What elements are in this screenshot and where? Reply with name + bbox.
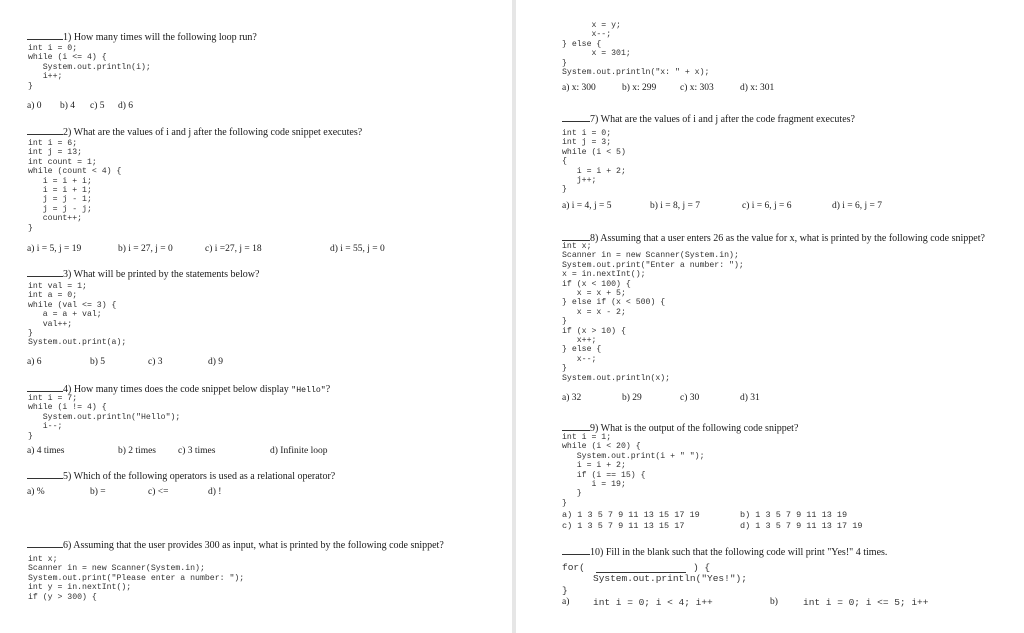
- q5-option-b[interactable]: b) =: [90, 487, 106, 497]
- q1-option-b[interactable]: b) 4: [60, 101, 76, 111]
- q10-code-body: System.out.println("Yes!");: [593, 573, 747, 584]
- answer-blank-4[interactable]: [27, 382, 63, 392]
- q2-option-c[interactable]: c) i =27, j = 18: [205, 244, 262, 254]
- q9-option-a[interactable]: a) 1 3 5 7 9 11 13 15 17 19: [562, 510, 700, 520]
- q6-option-a[interactable]: a) x: 300: [562, 83, 596, 93]
- question-10-text: 10) Fill in the blank such that the following code will print "Yes!" 4 times.: [590, 547, 888, 558]
- question-3-text: 3) What will be printed by the statements below?: [63, 269, 260, 280]
- question-6-text: 6) Assuming that the user provides 300 as input, what is printed by the following code snippet?: [63, 540, 444, 551]
- answer-blank-8[interactable]: [562, 231, 590, 241]
- q9-option-c[interactable]: c) 1 3 5 7 9 11 13 15 17: [562, 521, 685, 531]
- question-2-code: int i = 6; int j = 13; int count = 1; while (count < 4) { i = i + i; i = i + 1; j = j - 1; j = j - j; count++; }: [28, 139, 122, 233]
- q3-option-d[interactable]: d) 9: [208, 357, 224, 367]
- q8-option-d[interactable]: d) 31: [740, 393, 760, 403]
- question-7-text: 7) What are the values of i and j after the code fragment executes?: [590, 114, 855, 125]
- question-9-text: 9) What is the output of the following code snippet?: [590, 423, 799, 434]
- q3-option-b[interactable]: b) 5: [90, 357, 106, 367]
- question-1-text: 1) How many times will the following loop run?: [63, 32, 257, 43]
- page-divider: [512, 0, 516, 633]
- answer-blank-7[interactable]: [562, 112, 590, 122]
- question-1-code: int i = 0; while (i <= 4) { System.out.println(i); i++; }: [28, 44, 151, 91]
- q9-option-d[interactable]: d) 1 3 5 7 9 11 13 17 19: [740, 521, 863, 531]
- q5-option-a[interactable]: a) %: [27, 487, 45, 497]
- answer-blank-5[interactable]: [27, 469, 63, 479]
- question-4-hello-code: "Hello": [291, 386, 326, 395]
- q2-option-d[interactable]: d) i = 55, j = 0: [330, 244, 385, 254]
- question-2-text: 2) What are the values of i and j after the following code snippet executes?: [63, 127, 363, 138]
- question-3-code: int val = 1; int a = 0; while (val <= 3) { a = a + val; val++; } System.out.print(a);: [28, 282, 127, 348]
- q10-option-a-label[interactable]: a): [562, 597, 570, 607]
- q10-option-a[interactable]: int i = 0; i < 4; i++: [593, 597, 713, 608]
- answer-blank-3[interactable]: [27, 267, 63, 277]
- q8-option-c[interactable]: c) 30: [680, 393, 700, 403]
- question-4-text-end: ?: [325, 384, 331, 395]
- q5-option-d[interactable]: d) !: [208, 487, 222, 497]
- answer-blank-10[interactable]: [562, 545, 590, 555]
- question-7-code: int i = 0; int j = 3; while (i < 5) { i = i + 2; j++; }: [562, 129, 626, 195]
- answer-blank-1[interactable]: [27, 30, 63, 40]
- q10-option-b-label[interactable]: b): [770, 597, 778, 607]
- q6-option-c[interactable]: c) x: 303: [680, 83, 714, 93]
- q1-option-c[interactable]: c) 5: [90, 101, 105, 111]
- q7-option-a[interactable]: a) i = 4, j = 5: [562, 201, 612, 211]
- question-9-code: int i = 1; while (i < 20) { System.out.print(i + " "); i = i + 2; if (i == 15) { i = 19; } }: [562, 433, 705, 508]
- q10-code-close: ) {: [693, 562, 711, 573]
- q7-option-b[interactable]: b) i = 8, j = 7: [650, 201, 701, 211]
- question-2: [27, 125, 362, 139]
- q7-option-d[interactable]: d) i = 6, j = 7: [832, 201, 883, 211]
- answer-blank-2[interactable]: [27, 125, 63, 135]
- question-6-code-continued: x = y; x--; } else { x = 301; } System.out.println("x: " + x);: [562, 21, 710, 78]
- q4-option-c[interactable]: c) 3 times: [178, 446, 216, 456]
- question-5: [27, 469, 335, 483]
- q10-code-for: for(: [562, 562, 585, 573]
- answer-blank-6[interactable]: [27, 538, 63, 548]
- question-3: [27, 267, 259, 281]
- question-5-text: 5) Which of the following operators is used as a relational operator?: [63, 471, 336, 482]
- question-7: [562, 112, 855, 126]
- q10-code-end: }: [562, 585, 568, 596]
- q3-option-c[interactable]: c) 3: [148, 357, 163, 367]
- q3-option-a[interactable]: a) 6: [27, 357, 42, 367]
- q5-option-c[interactable]: c) <=: [148, 487, 169, 497]
- question-6-code: int x; Scanner in = new Scanner(System.in); System.out.print("Please enter a number: "); int y = in.nextInt(); if (y > 300) {: [28, 555, 245, 602]
- question-10: [562, 545, 887, 559]
- q1-option-a[interactable]: a) 0: [27, 101, 42, 111]
- question-1: [27, 30, 257, 44]
- q4-option-b[interactable]: b) 2 times: [118, 446, 156, 456]
- q4-option-a[interactable]: a) 4 times: [27, 446, 65, 456]
- q4-option-d[interactable]: d) Infinite loop: [270, 446, 328, 456]
- question-8-code: int x; Scanner in = new Scanner(System.in); System.out.print("Enter a number: "); x = in.nextInt(); if (x < 100) { x = x + 5; } else if (x < 500) { x = x - 2; } if (x > 10) { x++; } else { x--; } System.out.println(x);: [562, 242, 744, 383]
- q2-option-a[interactable]: a) i = 5, j = 19: [27, 244, 82, 254]
- question-4-text: 4) How many times does the code snippet below display: [63, 384, 292, 395]
- question-4-code: int i = 7; while (i != 4) { System.out.println("Hello"); i--; }: [28, 394, 181, 441]
- answer-blank-9[interactable]: [562, 421, 590, 431]
- question-8-text: 8) Assuming that a user enters 26 as the value for x, what is printed by the following code snippet?: [590, 233, 985, 244]
- q1-option-d[interactable]: d) 6: [118, 101, 134, 111]
- q8-option-b[interactable]: b) 29: [622, 393, 642, 403]
- q2-option-b[interactable]: b) i = 27, j = 0: [118, 244, 173, 254]
- q10-option-b[interactable]: int i = 0; i <= 5; i++: [803, 597, 929, 608]
- q6-option-b[interactable]: b) x: 299: [622, 83, 657, 93]
- q9-option-b[interactable]: b) 1 3 5 7 9 11 13 19: [740, 510, 848, 520]
- q6-option-d[interactable]: d) x: 301: [740, 83, 775, 93]
- q8-option-a[interactable]: a) 32: [562, 393, 582, 403]
- q7-option-c[interactable]: c) i = 6, j = 6: [742, 201, 792, 211]
- question-6: [27, 538, 444, 552]
